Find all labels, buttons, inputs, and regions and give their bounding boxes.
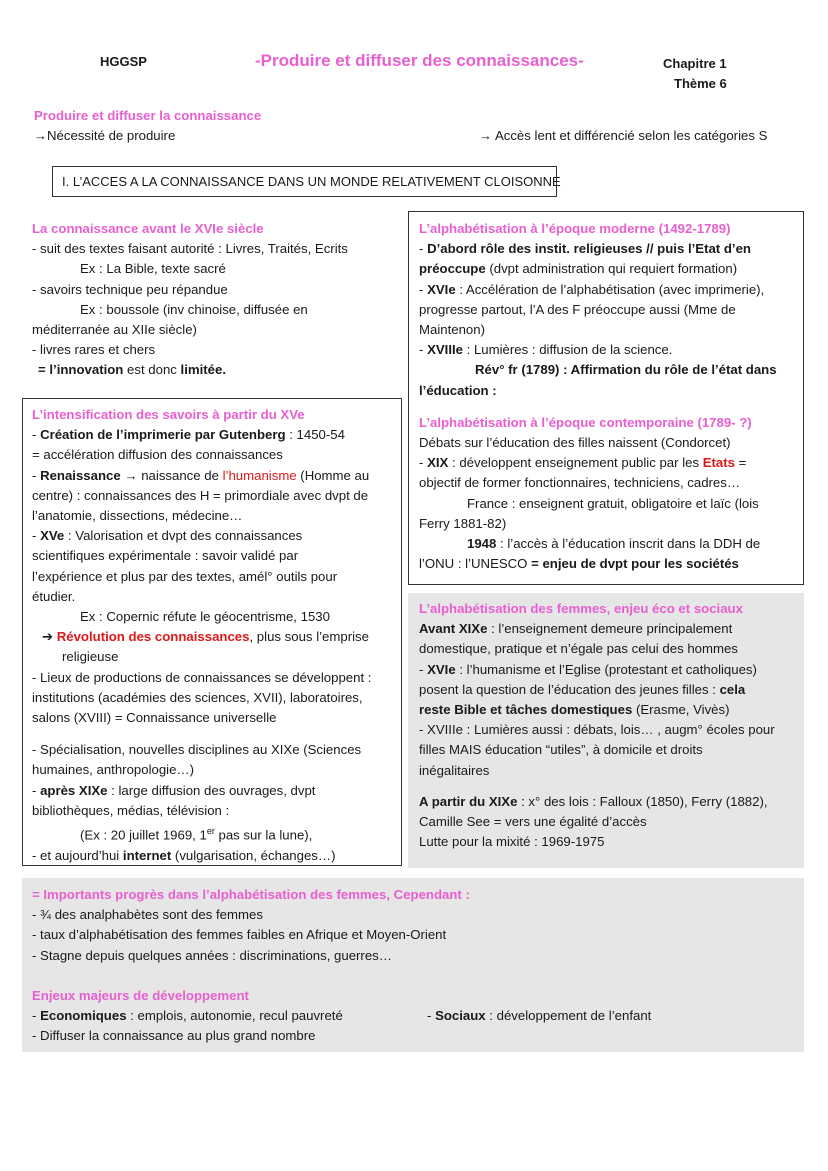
enjeux-line: - Economiques : emplois, autonomie, recul pauvreté - Sociaux : développement de l’enfant bbox=[32, 1006, 797, 1026]
avant-line: - savoirs technique peu répandue bbox=[32, 281, 228, 297]
right-arrow-icon: → bbox=[34, 128, 47, 143]
intens-line: ➔ Révolution des connaissances, plus sous l’emprise bbox=[42, 629, 369, 645]
intro-right: → Accès lent et différencié selon les catégories S bbox=[479, 128, 768, 143]
moderne-line: l’éducation : bbox=[419, 382, 497, 398]
contemp-line: 1948 : l’accès à l’éducation inscrit dans la DDH de bbox=[467, 536, 761, 552]
chapter-label: Chapitre 1 bbox=[663, 56, 727, 71]
intens-line: salons (XVIII) = Connaissance universelle bbox=[32, 710, 277, 726]
moderne-line: - D’abord rôle des instit. religieuses // puis l’Etat d’en bbox=[419, 241, 751, 257]
intens-line: institutions (académies des sciences, XVII), laboratoires, bbox=[32, 689, 363, 705]
intens-line: (Ex : 20 juillet 1969, 1er pas sur la lune), bbox=[80, 826, 313, 843]
page-title: -Produire et diffuser des connaissances- bbox=[255, 51, 584, 70]
moderne-line: préoccupe (dvpt administration qui requiert formation) bbox=[419, 261, 738, 277]
theme-label: Thème 6 bbox=[674, 76, 727, 91]
femmes-line: Avant XIXe : l’enseignement demeure principalement bbox=[419, 621, 733, 637]
femmes-line: - XVIIIe : Lumières aussi : débats, lois… , augm° écoles pour bbox=[419, 722, 775, 738]
femmes-section bbox=[419, 599, 801, 852]
bottom-line: - ¾ des analphabètes sont des femmes bbox=[32, 907, 263, 923]
avant-section bbox=[32, 219, 402, 381]
enjeux-heading: Enjeux majeurs de développement bbox=[32, 987, 249, 1003]
femmes-line: domestique, pratique et n’égale pas celui des hommes bbox=[419, 641, 738, 657]
contemp-line: l’ONU : l’UNESCO = enjeu de dvpt pour les sociétés bbox=[419, 556, 739, 572]
intens-line: étudier. bbox=[32, 588, 76, 604]
contemp-line: France : enseignent gratuit, obligatoire et laïc (lois bbox=[467, 495, 759, 511]
enjeux-line: - Diffuser la connaissance au plus grand nombre bbox=[32, 1028, 316, 1044]
contemp-line: Débats sur l’éducation des filles naissent (Condorcet) bbox=[419, 435, 731, 451]
intens-line: - XVe : Valorisation et dvpt des connaissances bbox=[32, 528, 303, 544]
femmes-line: - XVIe : l’humanisme et l’Eglise (protestant et catholiques) bbox=[419, 661, 757, 677]
moderne-section bbox=[419, 219, 799, 574]
femmes-line: reste Bible et tâches domestiques (Erasme, Vivès) bbox=[419, 702, 730, 718]
avant-line: méditerranée au XIIe siècle) bbox=[32, 322, 197, 338]
intensification-section bbox=[32, 405, 394, 866]
moderne-line: progresse partout, l’A des F préoccupe aussi (Mme de bbox=[419, 301, 736, 317]
contemp-line: objectif de former fonctionnaires, techniciens, cadres… bbox=[419, 475, 741, 491]
bottom-line: - Stagne depuis quelques années : discriminations, guerres… bbox=[32, 947, 392, 963]
moderne-heading: L’alphabétisation à l’époque moderne (1492-1789) bbox=[419, 221, 731, 236]
avant-line: Ex : boussole (inv chinoise, diffusée en bbox=[80, 301, 308, 317]
intens-line: = accélération diffusion des connaissances bbox=[32, 447, 283, 463]
intens-line: scientifiques expérimentale : savoir validé par bbox=[32, 548, 299, 564]
femmes-line: Lutte pour la mixité : 1969-1975 bbox=[419, 834, 605, 850]
section-title: I. L’ACCES A LA CONNAISSANCE DANS UN MONDE RELATIVEMENT CLOISONNE bbox=[62, 174, 561, 189]
section-title-box bbox=[52, 166, 561, 197]
moderne-line: Rév° fr (1789) : Affirmation du rôle de l’état dans bbox=[475, 362, 777, 378]
intens-line: humaines, anthropologie…) bbox=[32, 762, 195, 778]
right-arrow-icon: ➔ bbox=[42, 629, 54, 645]
moderne-line: - XVIe : Accélération de l’alphabétisation (avec imprimerie), bbox=[419, 281, 765, 297]
femmes-line: inégalitaires bbox=[419, 762, 490, 778]
avant-line: = l’innovation est donc limitée. bbox=[38, 362, 226, 378]
intens-heading: L’intensification des savoirs à partir du XVe bbox=[32, 407, 305, 422]
intens-line: - et aujourd’hui internet (vulgarisation, échanges…) bbox=[32, 847, 336, 863]
avant-line: - livres rares et chers bbox=[32, 342, 156, 358]
femmes-line: posent la question de l’éducation des jeunes filles : cela bbox=[419, 681, 746, 697]
intens-line: - Spécialisation, nouvelles disciplines au XIXe (Sciences bbox=[32, 742, 362, 758]
subject-label: HGGSP bbox=[100, 54, 147, 69]
right-arrow-icon: → bbox=[479, 128, 492, 143]
avant-heading: La connaissance avant le XVIe siècle bbox=[32, 221, 264, 236]
bottom-heading: = Importants progrès dans l’alphabétisation des femmes, Cependant : bbox=[32, 887, 470, 902]
avant-line: Ex : La Bible, texte sacré bbox=[80, 261, 226, 277]
moderne-line: Maintenon) bbox=[419, 322, 485, 338]
avant-line: - suit des textes faisant autorité : Livres, Traités, Ecrits bbox=[32, 241, 348, 257]
femmes-line: filles MAIS éducation “utiles”, à domicile et droits bbox=[419, 742, 703, 758]
intens-line: - Renaissance → naissance de l’humanisme (Homme au bbox=[32, 467, 370, 483]
intens-line: l’anatomie, dissections, médecine… bbox=[32, 508, 243, 524]
moderne-line: - XVIIIe : Lumières : diffusion de la science. bbox=[419, 342, 673, 358]
bottom-line: - taux d’alphabétisation des femmes faibles en Afrique et Moyen-Orient bbox=[32, 927, 447, 943]
intens-line: l’expérience et plus par des textes, amél° outils pour bbox=[32, 568, 338, 584]
contemp-line: Ferry 1881-82) bbox=[419, 515, 507, 531]
intens-line: religieuse bbox=[62, 649, 119, 665]
contemp-heading: L’alphabétisation à l’époque contemporaine (1789- ?) bbox=[419, 414, 752, 430]
intens-line: - Lieux de productions de connaissances se développent : bbox=[32, 669, 372, 685]
chapter-info bbox=[663, 54, 727, 94]
intens-line: Ex : Copernic réfute le géocentrisme, 1530 bbox=[80, 609, 330, 625]
contemp-line: - XIX : développent enseignement public par les Etats = bbox=[419, 455, 747, 471]
intens-line: - Création de l’imprimerie par Gutenberg : 1450-54 bbox=[32, 427, 345, 443]
intens-line: centre) : connaissances des H = primordiale avec dvpt de bbox=[32, 487, 369, 503]
intens-line: - après XIXe : large diffusion des ouvrages, dvpt bbox=[32, 782, 316, 798]
femmes-heading: L’alphabétisation des femmes, enjeu éco et sociaux bbox=[419, 601, 743, 616]
enjeux-sociaux: - Sociaux : développement de l’enfant bbox=[427, 1008, 652, 1024]
bottom-section bbox=[32, 885, 797, 1046]
femmes-line: Camille See = vers une égalité d’accès bbox=[419, 814, 647, 830]
intro-left: →Nécessité de produire bbox=[34, 128, 176, 143]
intens-line: bibliothèques, médias, télévision : bbox=[32, 802, 230, 818]
intro-heading: Produire et diffuser la connaissance bbox=[34, 108, 262, 123]
femmes-line: A partir du XIXe : x° des lois : Falloux (1850), Ferry (1882), bbox=[419, 793, 768, 809]
